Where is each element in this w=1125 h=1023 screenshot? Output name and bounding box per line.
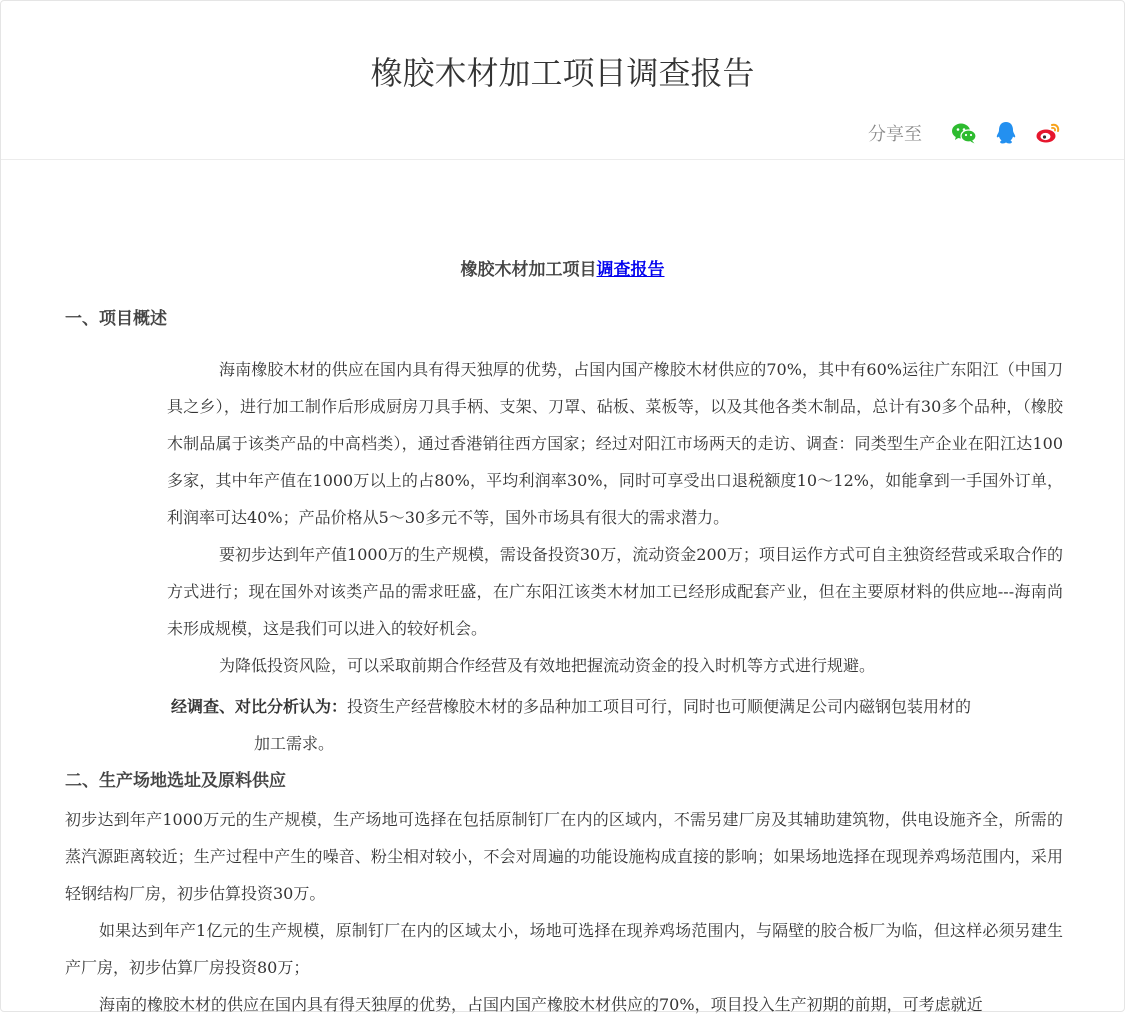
conclusion-bullet: [171, 688, 1063, 762]
site-paragraphs: [65, 801, 1063, 1023]
section-heading-site: 二、生产场地选址及原料供应: [65, 771, 286, 791]
share-bar: [868, 119, 1062, 147]
wechat-icon[interactable]: [950, 119, 978, 147]
conclusion-text: 投资生产经营橡胶木材的多品种加工项目可行，同时也可顺便满足公司内磁钢包装用材的: [347, 697, 972, 716]
section-heading-overview: 一、项目概述: [65, 309, 167, 329]
overview-paragraphs: [167, 351, 1063, 684]
report-link[interactable]: 调查报告: [596, 260, 665, 280]
qq-icon[interactable]: [992, 119, 1020, 147]
article-subtitle: [1, 252, 1124, 289]
subtitle-text: 橡胶木材加工项目: [460, 260, 597, 280]
share-label: 分享至: [868, 124, 922, 145]
conclusion-text-continued: 加工需求。: [254, 734, 335, 753]
paragraph: 如果达到年产1亿元的生产规模，原制钉厂在内的区域太小，场地可选择在现养鸡场范围内，与隔壁的胶合板厂为临，但这样必须另建生产厂房，初步估算厂房投资80万；: [65, 921, 1063, 977]
paragraph: 海南的橡胶木材的供应在国内具有得天独厚的优势，占国内国产橡胶木材供应的70%，项目投入生产初期的前期，可考虑就近: [99, 995, 983, 1014]
paragraph: 海南橡胶木材的供应在国内具有得天独厚的优势，占国内国产橡胶木材供应的70%，其中有60%运往广东阳江（中国刀具之乡），进行加工制作后形成厨房刀具手柄、支架、刀罩、砧板、菜板等，以及其他各类木制品，总计有30多个品种，（橡胶木制品属于该类产品的中高档类），通过香港销往西方国家；经过对阳江市场两天的走访、调查：同类型生产企业在阳江达100多家，其中年产值在1000万以上的占80%，平均利润率30%，同时可享受出口退税额度10～12%，如能拿到一手国外订单，利润率可达40%；产品价格从5～30多元不等，国外市场具有很大的需求潜力。: [167, 360, 1063, 527]
conclusion-label: 经调查、对比分析认为：: [171, 697, 348, 716]
page-title: 橡胶木材加工项目调查报告: [370, 54, 755, 92]
paragraph: 初步达到年产1000万元的生产规模，生产场地可选择在包括原制钉厂在内的区域内，不需另建厂房及其辅助建筑物，供电设施齐全，所需的蒸汽源距离较近；生产过程中产生的噪音、粉尘相对较小，不会对周遍的功能设施构成直接的影响；如果场地选择在现现养鸡场范围内，采用轻钢结构厂房，初步估算投资30万。: [65, 810, 1063, 903]
article-header: [1, 1, 1124, 160]
weibo-icon[interactable]: [1034, 119, 1062, 147]
paragraph: 要初步达到年产值1000万的生产规模，需设备投资30万，流动资金200万；项目运作方式可自主独资经营或采取合作的方式进行；现在国外对该类产品的需求旺盛，在广东阳江该类木材加工已经形成配套产业，但在主要原材料的供应地---海南尚未形成规模，这是我们可以进入的较好机会。: [167, 545, 1063, 638]
paragraph: 为降低投资风险，可以采取前期合作经营及有效地把握流动资金的投入时机等方式进行规避。: [219, 656, 876, 675]
